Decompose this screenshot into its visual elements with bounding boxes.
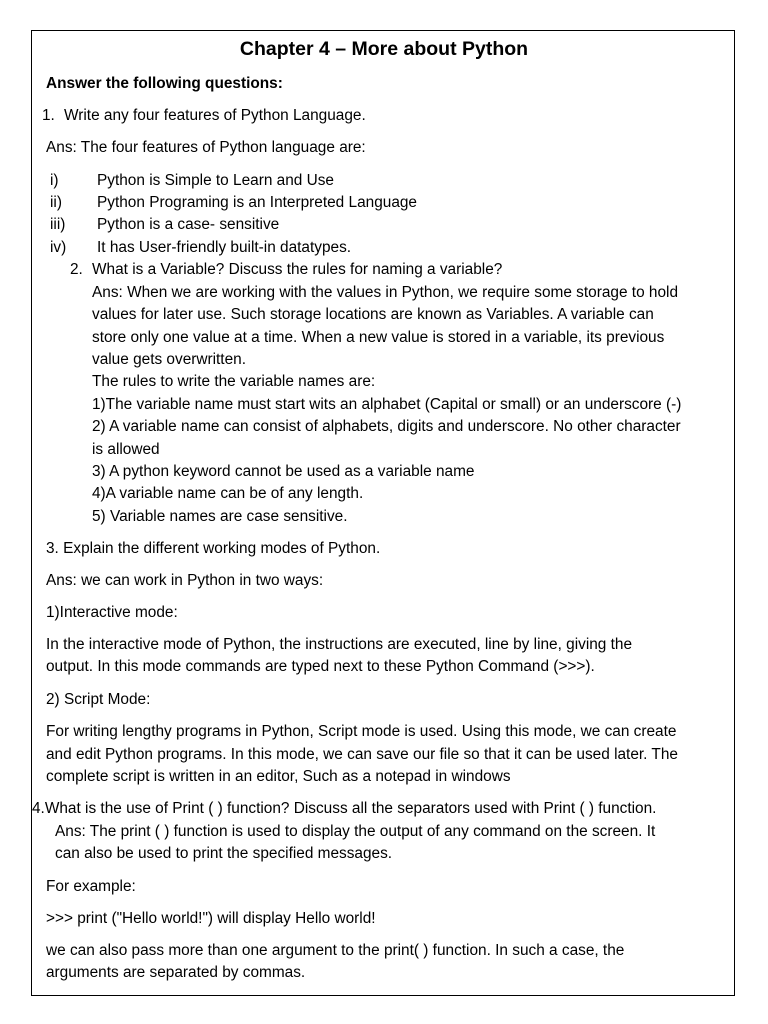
instruction-heading: Answer the following questions: <box>46 75 283 92</box>
q4-answer-line: can also be used to print the specified messages. <box>55 845 393 862</box>
q4-answer-line: Ans: The print ( ) function is used to display the output of any command on the screen. It <box>55 823 656 840</box>
rule-line: 3) A python keyword cannot be used as a variable name <box>92 463 475 480</box>
mode1-heading: 1)Interactive mode: <box>46 604 178 621</box>
feature-text: Python is a case- sensitive <box>97 216 280 233</box>
page-title: Chapter 4 – More about Python <box>239 38 529 60</box>
example-label: For example: <box>46 878 136 895</box>
rules-intro: The rules to write the variable names are: <box>92 373 376 390</box>
rule-line: 4)A variable name can be of any length. <box>92 485 364 502</box>
feature-number: ii) <box>50 194 62 211</box>
mode1-text-line: output. In this mode commands are typed next to these Python Command (>>>). <box>46 658 595 675</box>
q3-answer: Ans: we can work in Python in two ways: <box>46 572 324 589</box>
mode2-text-line: For writing lengthy programs in Python, Script mode is used. Using this mode, we can create <box>46 723 677 740</box>
q2-answer-line: Ans: When we are working with the values in Python, we require some storage to hold <box>92 284 679 301</box>
feature-text: Python is Simple to Learn and Use <box>97 172 334 189</box>
q2-answer-line: value gets overwritten. <box>92 351 246 368</box>
rule-line: 2) A variable name can consist of alphabets, digits and underscore. No other character <box>92 418 681 435</box>
q1-number: 1. <box>42 107 55 124</box>
rule-line: is allowed <box>92 441 160 458</box>
q3-question: 3. Explain the different working modes of Python. <box>46 540 381 557</box>
rule-line: 1)The variable name must start wits an alphabet (Capital or small) or an underscore (-) <box>92 396 682 413</box>
q2-question: What is a Variable? Discuss the rules for naming a variable? <box>92 261 503 278</box>
closing-line: we can also pass more than one argument to the print( ) function. In such a case, the <box>46 942 625 959</box>
feature-number: iii) <box>50 216 66 233</box>
feature-number: i) <box>50 172 59 189</box>
feature-text: It has User-friendly built-in datatypes. <box>97 239 352 256</box>
mode2-text-line: complete script is written in an editor, Such as a notepad in windows <box>46 768 511 785</box>
code-example: >>> print ("Hello world!") will display Hello world! <box>46 910 376 927</box>
feature-text: Python Programing is an Interpreted Language <box>97 194 417 211</box>
q4-question: 4.What is the use of Print ( ) function? Discuss all the separators used with Print ( ) function. <box>32 800 657 817</box>
q2-answer-line: values for later use. Such storage locations are known as Variables. A variable can <box>92 306 654 323</box>
q2-answer-line: store only one value at a time. When a new value is stored in a variable, its previous <box>92 329 665 346</box>
rule-line: 5) Variable names are case sensitive. <box>92 508 348 525</box>
q2-number: 2. <box>70 261 83 278</box>
mode2-heading: 2) Script Mode: <box>46 691 151 708</box>
mode2-text-line: and edit Python programs. In this mode, we can save our file so that it can be used later. The <box>46 746 678 763</box>
feature-number: iv) <box>50 239 67 256</box>
q1-question: Write any four features of Python Language. <box>64 107 366 124</box>
mode1-text-line: In the interactive mode of Python, the instructions are executed, line by line, giving the <box>46 636 633 653</box>
q1-answer: Ans: The four features of Python language are: <box>46 139 366 156</box>
closing-line: arguments are separated by commas. <box>46 964 306 981</box>
